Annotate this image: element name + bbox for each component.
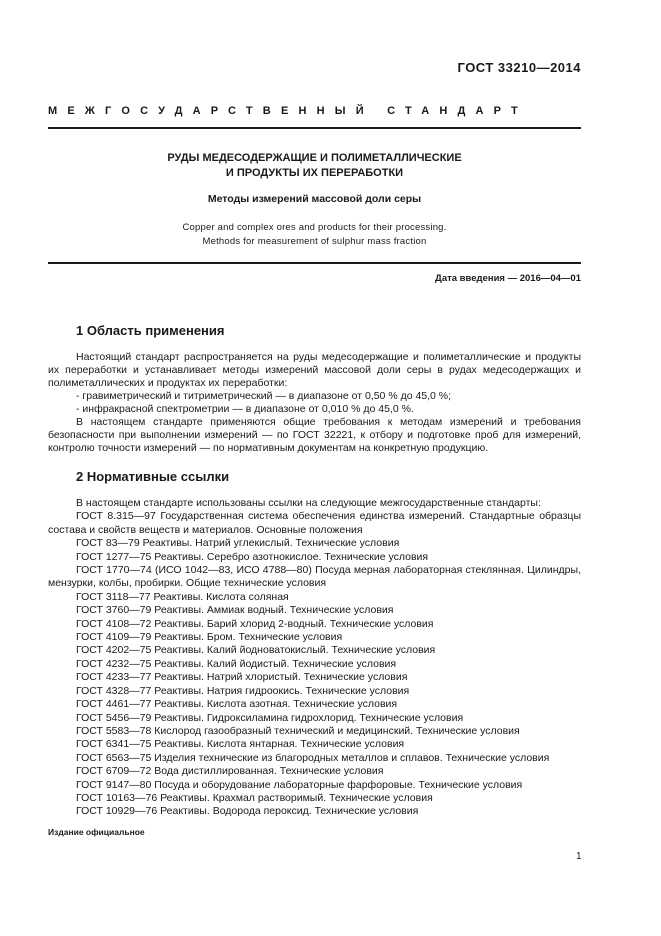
reference-item: ГОСТ 4109—79 Реактивы. Бром. Технические условия bbox=[76, 631, 343, 644]
reference-item: ГОСТ 4461—77 Реактивы. Кислота азотная. Технические условия bbox=[76, 698, 398, 711]
reference-item: ГОСТ 8.315—97 Государственная система обеспечения единства измерений. Стандартные образцы состава и свойств веществ и материалов. Основные положения bbox=[48, 510, 581, 536]
title-line-2: И ПРОДУКТЫ ИХ ПЕРЕРАБОТКИ bbox=[225, 167, 404, 179]
reference-item: ГОСТ 1770—74 (ИСО 1042—83, ИСО 4788—80) Посуда мерная лабораторная стеклянная. Цилиндры, мензурки, колбы, пробирки. Общие технические условия bbox=[48, 564, 581, 590]
reference-item: ГОСТ 10929—76 Реактивы. Водорода пероксид. Технические условия bbox=[76, 805, 419, 818]
edition-label: Издание официальное bbox=[48, 827, 145, 837]
standard-type-banner: МЕЖГОСУДАРСТВЕННЫЙ СТАНДАРТ bbox=[48, 105, 528, 117]
section-1-paragraph: В настоящем стандарте применяются общие требования к методам измерений и требования безопасности при выполнении измерений — по ГОСТ 32221, к отбору и подготовке проб для измерений, контролю точности измерений — по нормативным документам на конкретную продукцию. bbox=[48, 416, 581, 454]
reference-item: ГОСТ 4232—75 Реактивы. Калий йодистый. Технические условия bbox=[76, 657, 397, 670]
introduction-date: Дата введения — 2016—04—01 bbox=[435, 273, 581, 284]
reference-item: ГОСТ 4202—75 Реактивы. Калий йодноватокислый. Технические условия bbox=[76, 644, 436, 657]
reference-item: ГОСТ 4108—72 Реактивы. Барий хлорид 2-водный. Технические условия bbox=[76, 617, 434, 630]
page-number: 1 bbox=[576, 851, 582, 862]
section-2-intro: В настоящем стандарте использованы ссылки на следующие межгосударственные стандарты: bbox=[76, 497, 541, 509]
reference-item: ГОСТ 5583—78 Кислород газообразный технический и медицинский. Технические условия bbox=[76, 724, 520, 737]
section-1-body bbox=[48, 351, 581, 455]
document-subtitle: Методы измерений массовой доли серы bbox=[207, 193, 422, 205]
reference-item: ГОСТ 4328—77 Реактивы. Натрия гидроокись. Технические условия bbox=[76, 684, 410, 697]
reference-item: ГОСТ 1277—75 Реактивы. Серебро азотнокислое. Технические условия bbox=[76, 550, 429, 563]
reference-item: ГОСТ 6709—72 Вода дистиллированная. Технические условия bbox=[76, 765, 384, 778]
reference-item: ГОСТ 6563—75 Изделия технические из благородных металлов и сплавов. Технические условия bbox=[76, 751, 550, 764]
section-1-paragraph: Настоящий стандарт распространяется на руды медесодержащие и полиметаллические и продукты их переработки и устанавливает методы измерений массовой доли серы в рудах медесодержащих и полиметаллических и продуктах их переработки: bbox=[48, 351, 581, 389]
reference-item: ГОСТ 10163—76 Реактивы. Крахмал растворимый. Технические условия bbox=[76, 791, 433, 804]
reference-item: ГОСТ 4233—77 Реактивы. Натрий хлористый. Технические условия bbox=[76, 671, 408, 684]
english-title-line-2: Methods for measurement of sulphur mass fraction bbox=[202, 236, 427, 247]
title-line-1: РУДЫ МЕДЕСОДЕРЖАЩИЕ И ПОЛИМЕТАЛЛИЧЕСКИЕ bbox=[167, 152, 462, 164]
section-1-list-item: - инфракрасной спектрометрии — в диапазоне от 0,010 % до 45,0 %. bbox=[76, 403, 414, 415]
standard-code: ГОСТ 33210—2014 bbox=[457, 60, 581, 75]
reference-item: ГОСТ 3760—79 Реактивы. Аммиак водный. Технические условия bbox=[76, 604, 394, 617]
reference-item: ГОСТ 3118—77 Реактивы. Кислота соляная bbox=[76, 590, 289, 603]
section-2-body bbox=[48, 497, 581, 819]
title-divider bbox=[48, 262, 581, 264]
reference-item: ГОСТ 9147—80 Посуда и оборудование лабораторные фарфоровые. Технические условия bbox=[76, 778, 523, 791]
english-title-line-1: Copper and complex ores and products for their processing. bbox=[182, 222, 447, 233]
reference-item: ГОСТ 6341—75 Реактивы. Кислота янтарная. Технические условия bbox=[76, 738, 405, 751]
document-title bbox=[48, 151, 581, 181]
english-title bbox=[48, 221, 581, 249]
section-1-list-item: - гравиметрический и титриметрический — в диапазоне от 0,50 % до 45,0 %; bbox=[76, 390, 452, 402]
reference-item: ГОСТ 5456—79 Реактивы. Гидроксиламина гидрохлорид. Технические условия bbox=[76, 711, 464, 724]
reference-item: ГОСТ 83—79 Реактивы. Натрий углекислый. Технические условия bbox=[76, 537, 400, 550]
section-1-heading: 1 Область применения bbox=[76, 323, 225, 338]
top-divider bbox=[48, 127, 581, 129]
section-2-heading: 2 Нормативные ссылки bbox=[76, 469, 230, 484]
